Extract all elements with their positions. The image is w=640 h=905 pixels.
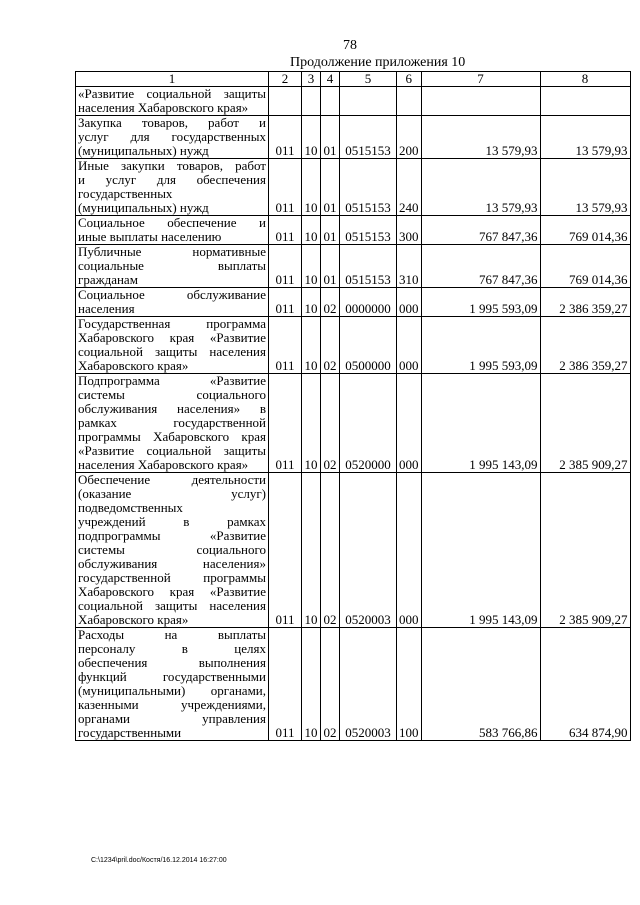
- amount-2016-cell: 13 579,93: [540, 159, 630, 216]
- item-name-line: услуг для государственных: [78, 129, 266, 144]
- item-name-cell: [76, 216, 269, 245]
- amount-2016-cell: 13 579,93: [540, 116, 630, 159]
- item-name-line: (муниципальных) нужд: [78, 200, 209, 215]
- table-row: [76, 116, 631, 159]
- section-cell: 10: [302, 317, 321, 374]
- item-name-line: Расходы на выплаты: [78, 627, 266, 642]
- code-cell: 011: [269, 317, 302, 374]
- code-cell: 011: [269, 628, 302, 741]
- table-row: [76, 245, 631, 288]
- item-name-line: населения: [78, 301, 135, 316]
- code-cell: [269, 87, 302, 116]
- item-name-line: Хабаровского края «Развитие: [78, 330, 266, 345]
- item-name-line: населения Хабаровского края»: [78, 100, 249, 115]
- section-cell: 10: [302, 374, 321, 473]
- subsection-cell: [321, 87, 340, 116]
- section-cell: [302, 87, 321, 116]
- item-name-cell: [76, 245, 269, 288]
- item-name-line: «Развитие социальной защиты: [78, 86, 266, 101]
- item-name-line: (муниципальных) нужд: [78, 143, 209, 158]
- item-name-line: обеспечения выполнения: [78, 655, 266, 670]
- expense-type-cell: 200: [397, 116, 422, 159]
- item-name-line: подпрограммы «Развитие: [78, 528, 266, 543]
- subsection-cell: 02: [321, 288, 340, 317]
- amount-2015-cell: 583 766,86: [421, 628, 540, 741]
- expense-type-cell: 000: [397, 473, 422, 628]
- table-row: [76, 87, 631, 116]
- amount-2016-cell: 2 385 909,27: [540, 473, 630, 628]
- expense-type-cell: 100: [397, 628, 422, 741]
- item-name-cell: [76, 628, 269, 741]
- subsection-cell: 01: [321, 116, 340, 159]
- expense-type-cell: 240: [397, 159, 422, 216]
- header-cell: 5: [340, 72, 397, 87]
- item-name-line: рамках государственной: [78, 415, 266, 430]
- item-name-line: государственными: [78, 725, 182, 740]
- item-name-line: Хабаровского края»: [78, 612, 189, 627]
- item-name-line: казенными учреждениями,: [78, 697, 266, 712]
- expense-type-cell: 000: [397, 374, 422, 473]
- item-name-line: населения Хабаровского края»: [78, 457, 249, 472]
- item-name-line: органами управления: [78, 711, 266, 726]
- code-cell: 011: [269, 245, 302, 288]
- table-row: [76, 628, 631, 741]
- amount-2016-cell: 2 386 359,27: [540, 288, 630, 317]
- item-name-line: Государственная программа: [78, 316, 266, 331]
- amount-2015-cell: [421, 87, 540, 116]
- table-row: [76, 288, 631, 317]
- amount-2016-cell: 769 014,36: [540, 245, 630, 288]
- target-article-cell: 0515153: [340, 216, 397, 245]
- page-number: 78: [343, 38, 357, 53]
- item-name-line: функций государственными: [78, 669, 266, 684]
- subsection-cell: 02: [321, 374, 340, 473]
- code-cell: 011: [269, 216, 302, 245]
- target-article-cell: 0515153: [340, 159, 397, 216]
- item-name-cell: [76, 317, 269, 374]
- item-name-cell: [76, 87, 269, 116]
- expense-type-cell: 310: [397, 245, 422, 288]
- item-name-line: социальные выплаты: [78, 258, 266, 273]
- item-name-cell: [76, 116, 269, 159]
- header-cell: 1: [76, 72, 269, 87]
- amount-2016-cell: [540, 87, 630, 116]
- header-cell: 3: [302, 72, 321, 87]
- item-name-cell: [76, 473, 269, 628]
- target-article-cell: 0515153: [340, 116, 397, 159]
- code-cell: 011: [269, 159, 302, 216]
- code-cell: 011: [269, 288, 302, 317]
- item-name-line: Иные закупки товаров, работ: [78, 158, 266, 173]
- item-name-line: Подпрограмма «Развитие: [78, 373, 266, 388]
- item-name-line: Хабаровского края»: [78, 358, 189, 373]
- item-name-line: и услуг для обеспечения: [78, 172, 266, 187]
- amount-2015-cell: 1 995 143,09: [421, 374, 540, 473]
- amount-2015-cell: 1 995 593,09: [421, 317, 540, 374]
- item-name-line: (оказание услуг): [78, 486, 266, 501]
- code-cell: 011: [269, 374, 302, 473]
- item-name-cell: [76, 288, 269, 317]
- target-article-cell: 0520003: [340, 628, 397, 741]
- item-name-line: подведомственных: [78, 500, 183, 515]
- item-name-line: обслуживания населения» в: [78, 401, 266, 416]
- table-row: [76, 374, 631, 473]
- amount-2016-cell: 634 874,90: [540, 628, 630, 741]
- target-article-cell: 0515153: [340, 245, 397, 288]
- item-name-line: государственной программы: [78, 570, 266, 585]
- expense-type-cell: 000: [397, 288, 422, 317]
- code-cell: 011: [269, 473, 302, 628]
- amount-2015-cell: 1 995 143,09: [421, 473, 540, 628]
- item-name-line: учреждений в рамках: [78, 514, 266, 529]
- table-row: [76, 216, 631, 245]
- subsection-cell: 01: [321, 216, 340, 245]
- amount-2016-cell: 2 386 359,27: [540, 317, 630, 374]
- section-cell: 10: [302, 628, 321, 741]
- section-cell: 10: [302, 116, 321, 159]
- header-cell: 6: [397, 72, 422, 87]
- item-name-line: Закупка товаров, работ и: [78, 115, 266, 130]
- item-name-line: государственных: [78, 186, 173, 201]
- item-name-line: социальной защиты населения: [78, 598, 266, 613]
- table-body: [76, 72, 631, 741]
- target-article-cell: 0000000: [340, 288, 397, 317]
- expense-type-cell: [397, 87, 422, 116]
- item-name-line: обслуживания населения»: [78, 556, 266, 571]
- expense-type-cell: 300: [397, 216, 422, 245]
- continuation-title: Продолжение приложения 10: [290, 55, 466, 70]
- subsection-cell: 02: [321, 317, 340, 374]
- section-cell: 10: [302, 473, 321, 628]
- header-cell: 4: [321, 72, 340, 87]
- item-name-line: системы социального: [78, 542, 266, 557]
- item-name-line: «Развитие социальной защиты: [78, 443, 266, 458]
- subsection-cell: 02: [321, 628, 340, 741]
- item-name-cell: [76, 159, 269, 216]
- subsection-cell: 02: [321, 473, 340, 628]
- section-cell: 10: [302, 288, 321, 317]
- item-name-cell: [76, 374, 269, 473]
- item-name-line: программы Хабаровского края: [78, 429, 266, 444]
- expense-type-cell: 000: [397, 317, 422, 374]
- amount-2015-cell: 767 847,36: [421, 245, 540, 288]
- amount-2016-cell: 769 014,36: [540, 216, 630, 245]
- amount-2015-cell: 767 847,36: [421, 216, 540, 245]
- subsection-cell: 01: [321, 159, 340, 216]
- item-name-line: социальной защиты населения: [78, 344, 266, 359]
- item-name-line: Социальное обслуживание: [78, 287, 266, 302]
- section-cell: 10: [302, 245, 321, 288]
- file-path-footer: C:\1234\pril.doc/Костя/16.12.2014 16:27:00: [91, 857, 227, 864]
- target-article-cell: 0520003: [340, 473, 397, 628]
- amount-2015-cell: 13 579,93: [421, 116, 540, 159]
- item-name-line: Обеспечение деятельности: [78, 472, 266, 487]
- budget-table: [75, 71, 631, 741]
- table-row: [76, 317, 631, 374]
- item-name-line: Публичные нормативные: [78, 244, 266, 259]
- item-name-line: системы социального: [78, 387, 266, 402]
- item-name-line: (муниципальными) органами,: [78, 683, 266, 698]
- header-cell: 8: [540, 72, 630, 87]
- subsection-cell: 01: [321, 245, 340, 288]
- item-name-line: персоналу в целях: [78, 641, 266, 656]
- item-name-line: Хабаровского края «Развитие: [78, 584, 266, 599]
- item-name-line: гражданам: [78, 272, 138, 287]
- item-name-line: иные выплаты населению: [78, 229, 222, 244]
- section-cell: 10: [302, 216, 321, 245]
- amount-2016-cell: 2 385 909,27: [540, 374, 630, 473]
- header-cell: 2: [269, 72, 302, 87]
- header-cell: 7: [421, 72, 540, 87]
- code-cell: 011: [269, 116, 302, 159]
- header-row: [76, 72, 631, 87]
- table-row: [76, 159, 631, 216]
- target-article-cell: 0500000: [340, 317, 397, 374]
- target-article-cell: 0520000: [340, 374, 397, 473]
- item-name-line: Социальное обеспечение и: [78, 215, 266, 230]
- table-row: [76, 473, 631, 628]
- target-article-cell: [340, 87, 397, 116]
- amount-2015-cell: 13 579,93: [421, 159, 540, 216]
- section-cell: 10: [302, 159, 321, 216]
- amount-2015-cell: 1 995 593,09: [421, 288, 540, 317]
